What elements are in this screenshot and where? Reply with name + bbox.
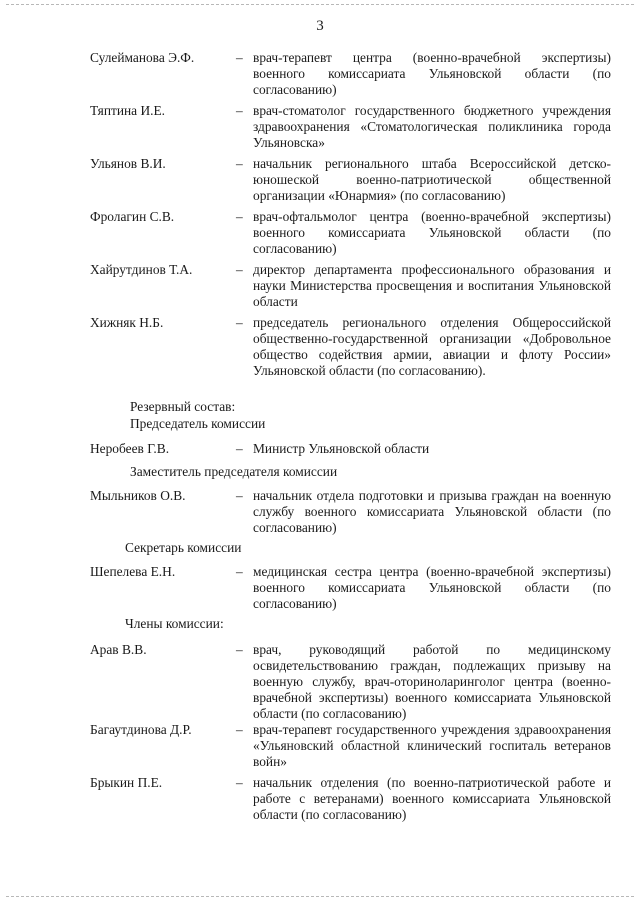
member-position: председатель регионального отделения Общероссийской общественно-государственной организации «Добровольное общество содействия армии, авиации и флоту России» Ульяновской области (по согласованию). (253, 315, 611, 378)
dash-separator: – (236, 50, 243, 65)
member-position: врач-офтальмолог центра (военно-врачебной экспертизы) военного комиссариата Ульяновской области (по согласованию) (253, 209, 611, 256)
member-position: Министр Ульяновской области (253, 441, 430, 456)
deputy-heading: Заместитель председателя комиссии (130, 464, 338, 479)
member-name: Хижняк Н.Б. (90, 315, 164, 330)
member-name: Сулейманова Э.Ф. (90, 50, 195, 65)
reserve-heading: Резервный состав: (130, 399, 236, 414)
member-name: Багаутдинова Д.Р. (90, 722, 192, 737)
dash-separator: – (236, 315, 243, 330)
scan-edge-bottom (6, 896, 634, 897)
secretary-heading: Секретарь комиссии (125, 540, 242, 555)
member-position: врач, руководящий работой по медицинскому освидетельствованию граждан, подлежащих призыву на военную службу, врач-оториноларинголог центра (военно-врачебной экспертизы) военного комиссариата Ульяновской области (по согласованию) (253, 642, 611, 721)
members-heading: Члены комиссии: (125, 616, 224, 631)
dash-separator: – (236, 156, 243, 171)
dash-separator: – (236, 488, 243, 503)
dash-separator: – (236, 209, 243, 224)
member-name: Шепелева Е.Н. (90, 564, 176, 579)
member-position: начальник регионального штаба Всероссийской детско-юношеской военно-патриотической общественной организации «Юнармия» (по согласованию) (253, 156, 611, 203)
dash-separator: – (236, 262, 243, 277)
member-position: врач-стоматолог государственного бюджетного учреждения здравоохранения «Стоматологическая поликлиника города Ульяновска» (253, 103, 611, 150)
member-position: врач-терапевт центра (военно-врачебной экспертизы) военного комиссариата Ульяновской области (по согласованию) (253, 50, 611, 97)
dash-separator: – (236, 642, 243, 657)
dash-separator: – (236, 564, 243, 579)
member-name: Мыльников О.В. (90, 488, 186, 503)
member-name: Хайрутдинов Т.А. (90, 262, 193, 277)
member-name: Брыкин П.Е. (90, 775, 163, 790)
scan-edge-top (6, 4, 634, 5)
chairman-heading: Председатель комиссии (130, 416, 266, 431)
member-name: Неробеев Г.В. (90, 441, 170, 456)
member-position: начальник отделения (по военно-патриотической работе и работе с ветеранами) военного комиссариата Ульяновской области (по согласованию) (253, 775, 611, 822)
dash-separator: – (236, 775, 243, 790)
dash-separator: – (236, 103, 243, 118)
member-name: Фролагин С.В. (90, 209, 175, 224)
member-position: директор департамента профессионального образования и науки Министерства просвещения и воспитания Ульяновской области (253, 262, 611, 309)
dash-separator: – (236, 722, 243, 737)
member-position: врач-терапевт государственного учреждения здравоохранения «Ульяновский областной клинический госпиталь ветеранов войн» (253, 722, 611, 769)
member-name: Тяптина И.Е. (90, 103, 166, 118)
page-number: 3 (316, 18, 324, 34)
member-position: начальник отдела подготовки и призыва граждан на военную службу военного комиссариата Ульяновской области (по согласованию) (253, 488, 611, 535)
member-position: медицинская сестра центра (военно-врачебной экспертизы) военного комиссариата Ульяновской области (по согласованию) (253, 564, 611, 611)
member-name: Арав В.В. (90, 642, 147, 657)
member-name: Ульянов В.И. (90, 156, 166, 171)
dash-separator: – (236, 441, 243, 456)
